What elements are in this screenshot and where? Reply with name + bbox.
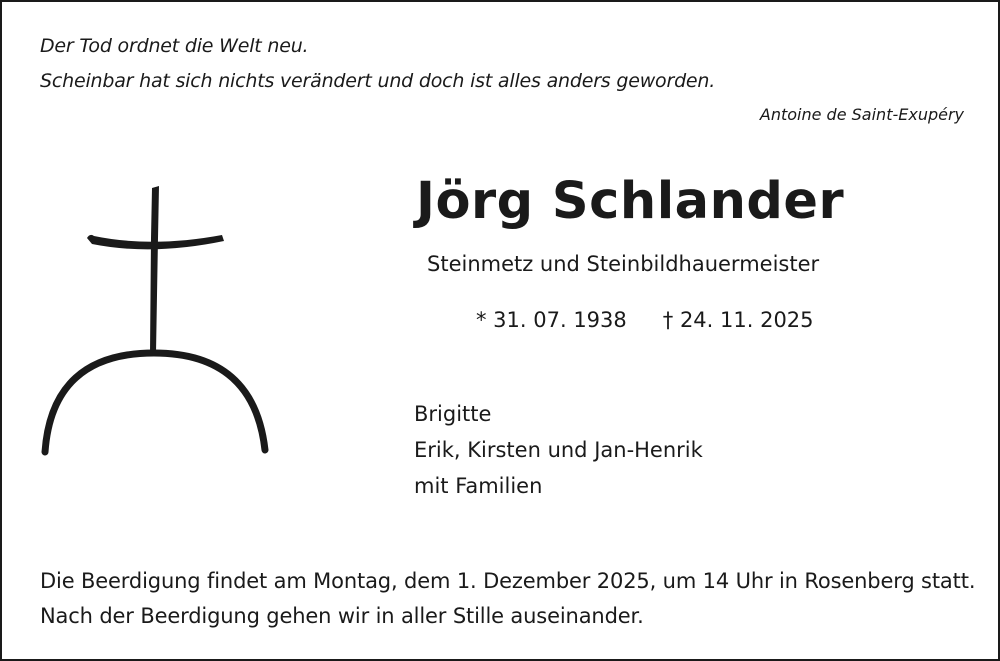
quote-author: Antoine de Saint-Exupéry	[759, 105, 964, 124]
deceased-name: Jörg Schlander	[416, 172, 845, 231]
death-date: † 24. 11. 2025	[662, 308, 814, 332]
quote-line-1: Der Tod ordnet die Welt neu.	[40, 35, 309, 57]
mourner-line: Erik, Kirsten und Jan-Henrik	[414, 438, 703, 462]
funeral-notice-line-2: Nach der Beerdigung gehen wir in aller Stille auseinander.	[40, 604, 644, 628]
quote-line-2: Scheinbar hat sich nichts verändert und doch ist alles anders geworden.	[40, 70, 716, 92]
arch	[45, 353, 265, 452]
mourner-line: mit Familien	[414, 474, 543, 498]
life-dates	[476, 308, 814, 332]
funeral-notice-line-1: Die Beerdigung findet am Montag, dem 1. Dezember 2025, um 14 Uhr in Rosenberg statt.	[40, 569, 976, 593]
birth-date: * 31. 07. 1938	[476, 308, 627, 332]
mourner-line: Brigitte	[414, 402, 492, 426]
cross-vertical-beam	[150, 186, 159, 354]
deceased-profession: Steinmetz und Steinbildhauermeister	[427, 252, 820, 276]
cross-on-arch-icon	[32, 178, 282, 463]
